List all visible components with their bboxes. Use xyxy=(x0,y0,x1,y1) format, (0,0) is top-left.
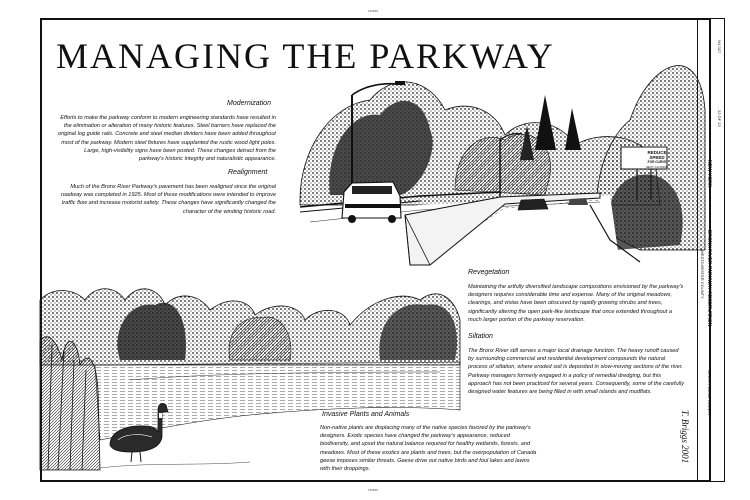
invasive-text: Non-native plants are displacing many of the native species favored by the parkway's designers. Exotic species have changed the parkway's appearance, reduced biodiversity, and upset the natural balance required for healthy wetlands, forests, and meadows. Most of these exotics are plants and trees, but the overpopulation of Canada geese imposes similar threats. Geese drive out native birds and foul lakes and lawns with their droppings. xyxy=(320,425,537,473)
realignment-heading: Realignment xyxy=(228,169,268,176)
project-name: BRONX RIVER PARKWAY RESERVATION xyxy=(706,230,712,327)
location-name: WHITE PLAINS VICINITY xyxy=(707,370,712,417)
modernization-heading: Modernization xyxy=(227,100,271,107)
modernization-text: Efforts to make the parkway conform to modern engineering standards have resulted in the elimination or alteration of many historic features. Steel barriers have replaced the original log guide rails. Concrete and steel median dividers have been added throughout most of the parkway. Modern steel fixtures have supplanted the rustic wood light poles. Large, high-visibility signs have been posted. These changes detract from the parkway's historic integrity and naturalistic appearance. xyxy=(58,115,276,163)
siltation-text: The Bronx River still serves a major local drainage function. The heavy runoff caused by surrounding commercial and residential development compounds the natural process of siltation, where eroded soil is deposited in slow-moving sections of the river. Parkway managers formerly engaged in a policy of remedial dredging, but this approach has not been practiced for several years. Consequently, some of the carefully designed water features are being filled in with small islands and mudflats. xyxy=(468,348,684,396)
road-sign-line2: FOR CURVE xyxy=(647,160,667,164)
road-sign-line3: NEXT CLOSING xyxy=(645,165,669,169)
county-name: WESTCHESTER COUNTY xyxy=(700,250,705,299)
page-title: MANAGING THE PARKWAY xyxy=(56,36,555,76)
sheet-number: 22 OF 22 xyxy=(717,110,722,127)
revegetation-text: Maintaining the artfully diversified landscape compositions envisioned by the parkway's designers requires considerable time and expense. Many of the original meadows, clearings, and vistas have been obscured by rapidly growing shrubs and trees, significantly altering the open park-like landscape that once extended throughout a much larger portion of the parkway reservation. xyxy=(468,284,684,323)
delineator-signature: T. Briggs 2001 xyxy=(680,410,690,464)
revegetation-heading: Revegetation xyxy=(468,269,510,276)
state-name: NEW YORK xyxy=(706,160,712,188)
road-sign-text xyxy=(640,150,674,170)
tick-label-bottom: 150MM xyxy=(368,488,379,492)
invasive-heading: Invasive Plants and Animals xyxy=(322,411,410,418)
realignment-text: Much of the Bronx River Parkway's pavement has been realigned since the original roadway was completed in 1925. Most of these modifications were intended to improve traffic flow and increase motorist safety. These changes have significantly changed the character of the winding historic road. xyxy=(60,184,276,215)
siltation-heading: Siltation xyxy=(468,333,493,340)
van xyxy=(342,182,401,223)
road-sign-line1: REDUCE SPEED xyxy=(647,150,667,160)
tick-label-top: 150MM xyxy=(368,9,379,13)
habs-number: NY-327 xyxy=(717,40,722,54)
